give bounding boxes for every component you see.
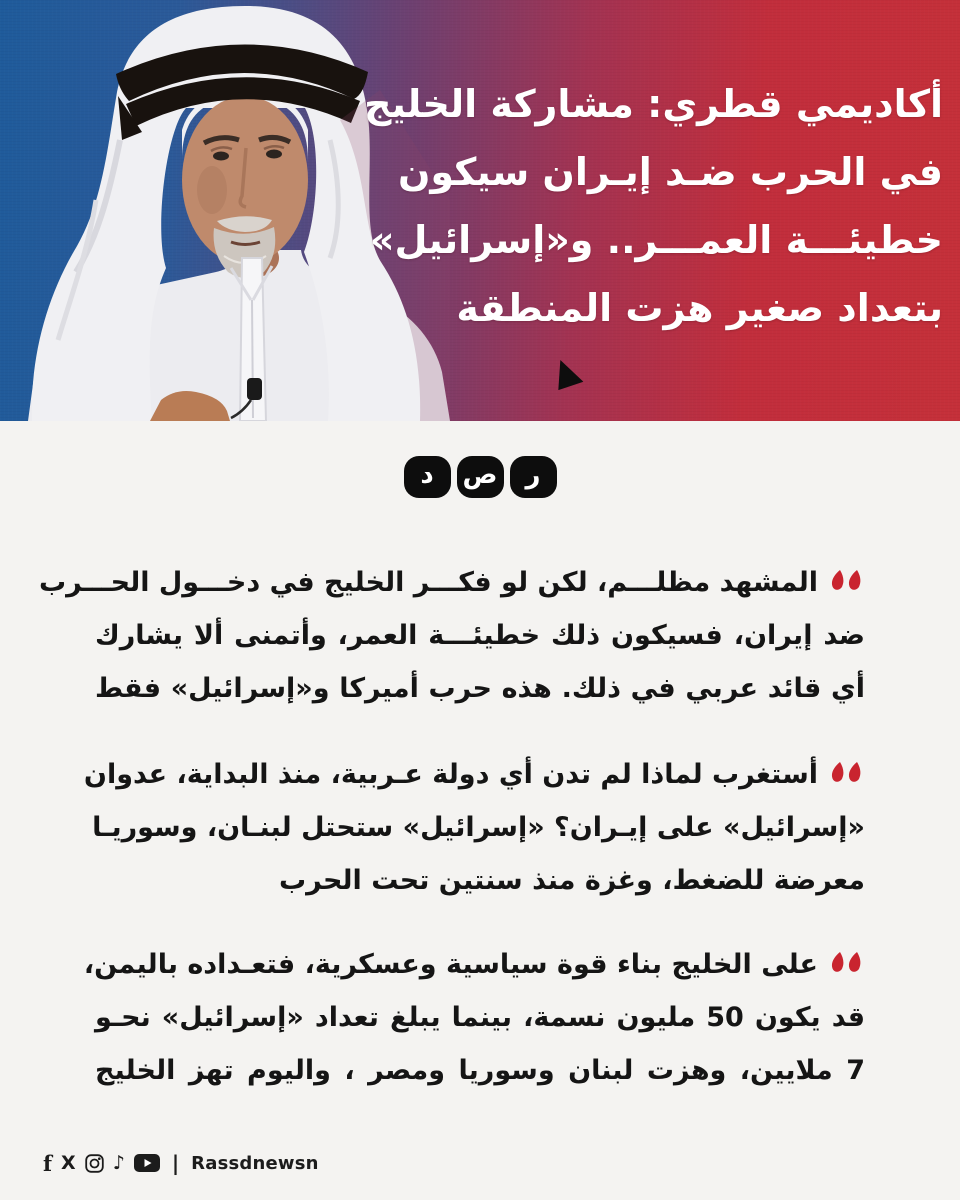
logo-tile-sad: ص xyxy=(457,456,504,498)
footer-separator: | xyxy=(171,1151,180,1175)
headline-line-4: بتعداد صغير هزت المنطقة xyxy=(456,286,943,330)
instagram-icon[interactable] xyxy=(85,1154,104,1173)
tiktok-icon[interactable]: ♪ xyxy=(112,1151,125,1174)
quote-icon xyxy=(831,762,865,786)
headline-line-1: أكاديمي قطري: مشاركة الخليج xyxy=(364,82,943,126)
quote-line: 7 ملايين، وهزت لبنان وسوريا ومصر ، واليوم تهز الخليج xyxy=(95,1055,865,1086)
headline-line-3: خطيئـــة العمـــر.. و«إسرائيل» xyxy=(369,218,943,262)
quote-text: المشهد مظلـــم، لكن لو فكـــر الخليج في دخـــول الحـــرب xyxy=(39,567,818,598)
quote-icon xyxy=(831,952,865,976)
quote-text: أستغرب لماذا لم تدن أي دولة عـربية، منذ البداية، عدوان xyxy=(83,759,818,790)
footer-social-bar xyxy=(43,1148,319,1178)
logo-tile-ra: ر xyxy=(510,456,557,498)
headline-line-2: في الحرب ضـد إيـران سيكون xyxy=(397,150,943,194)
quote-line: معرضة للضغط، وغزة منذ سنتين تحت الحرب xyxy=(279,865,865,896)
x-twitter-icon[interactable]: X xyxy=(61,1151,76,1174)
quote-icon xyxy=(831,570,865,594)
quote-line xyxy=(83,938,865,991)
quote-line: قد يكون 50 مليون نسمة، بينما يبلغ تعداد «إسرائيل» نحـو xyxy=(95,1002,865,1033)
quote-paragraph-2 xyxy=(83,748,865,907)
quote-line: «إسرائيل» على إيـران؟ «إسرائيل» ستحتل لبنـان، وسوريـا xyxy=(92,812,865,843)
quote-line: أي قائد عربي في ذلك. هذه حرب أميركا و«إسرائيل» فقط xyxy=(95,673,865,704)
quote-line xyxy=(39,556,865,609)
logo-tile-dal: د xyxy=(404,456,451,498)
quote-line: ضد إيران، فسيكون ذلك خطيئـــة العمر، وأتمنى ألا يشارك xyxy=(95,620,865,651)
rassd-logo xyxy=(0,456,960,498)
quote-text: على الخليج بناء قوة سياسية وعسكرية، فتعـداده باليمن، xyxy=(83,949,818,980)
quote-paragraph-3 xyxy=(83,938,865,1097)
facebook-icon[interactable]: f xyxy=(43,1150,53,1176)
headline xyxy=(364,70,943,342)
quote-line xyxy=(83,748,865,801)
youtube-icon[interactable] xyxy=(134,1154,160,1172)
quote-paragraph-1 xyxy=(39,556,865,715)
banner xyxy=(0,0,960,421)
social-handle[interactable]: Rassdnewsn xyxy=(191,1152,319,1174)
